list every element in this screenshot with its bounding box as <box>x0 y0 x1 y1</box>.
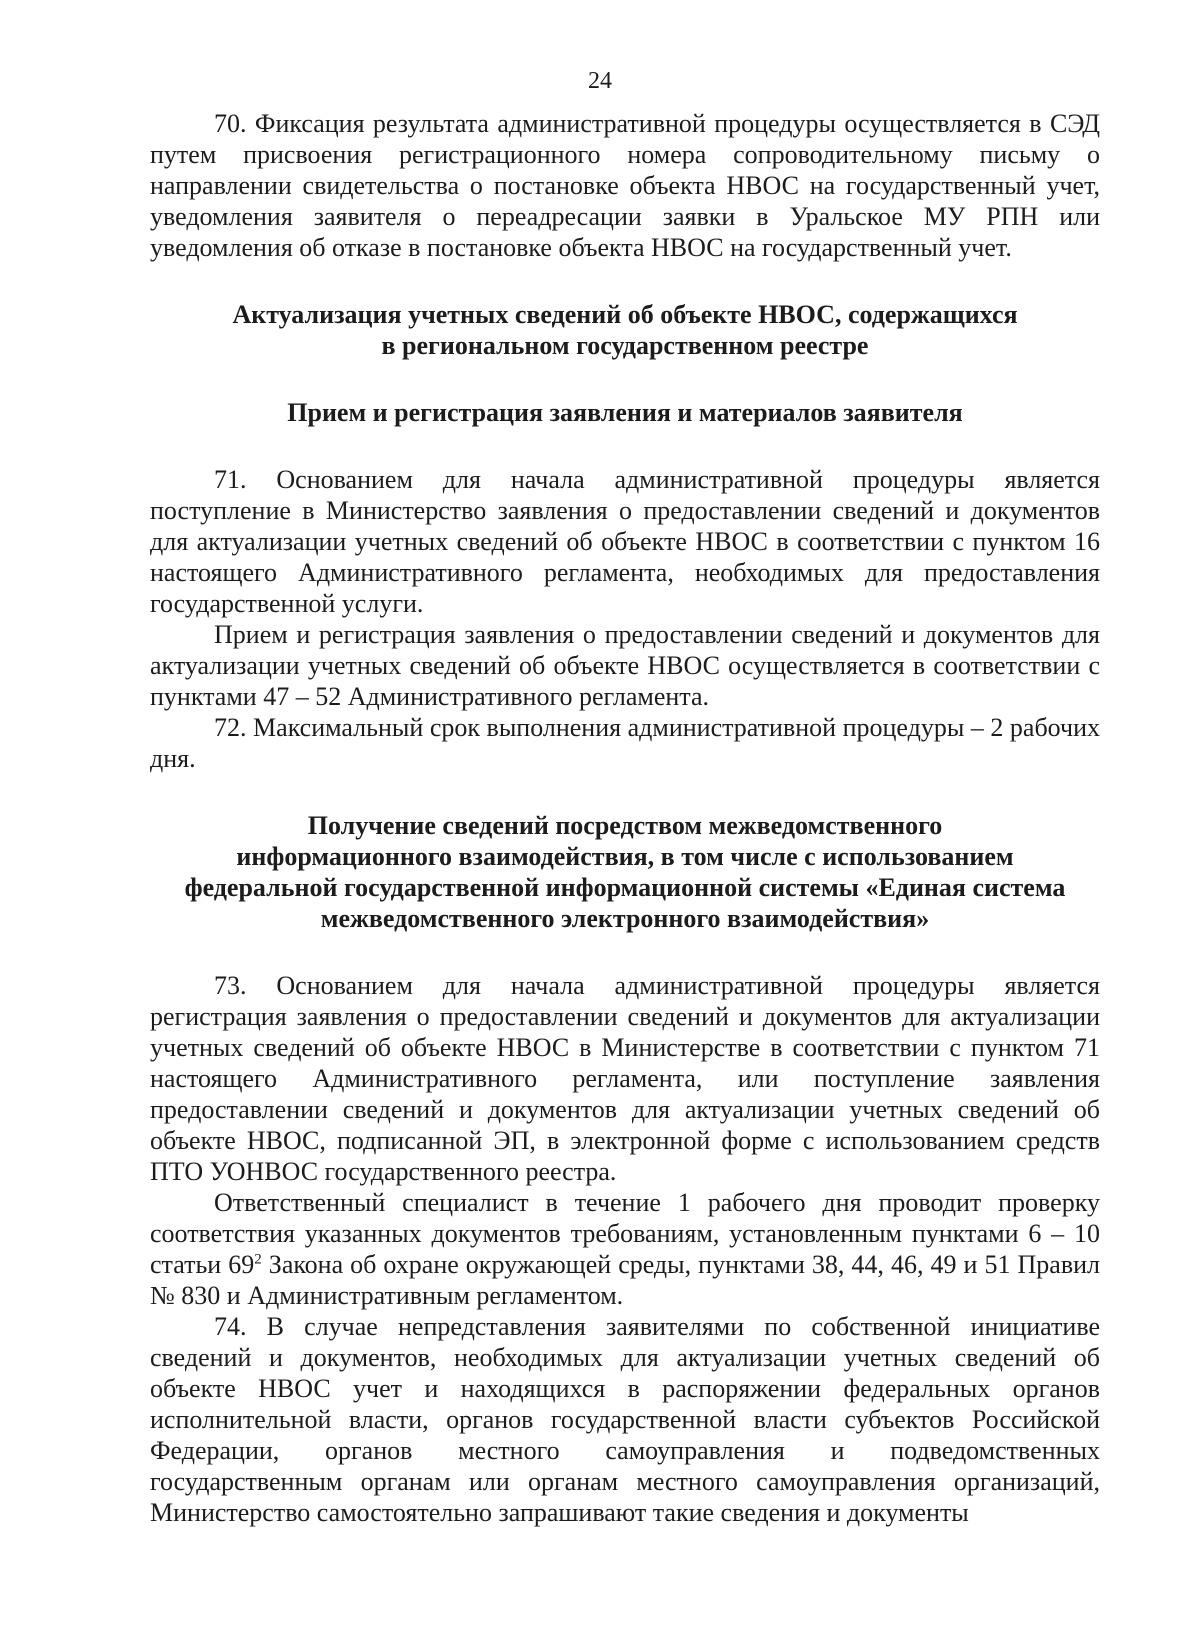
heading-line: Актуализация учетных сведений об объекте НВОС, содержащихся <box>232 300 1018 329</box>
paragraph-73-continued <box>150 1187 1100 1311</box>
paragraph-text: Ответственный специалист в течение 1 рабочего дня проводит проверку соответствия указанных документов требованиям, установленным пунктами 6 – 10 статьи 69 <box>150 1188 1100 1279</box>
paragraph-71-continued: Прием и регистрация заявления о предоставлении сведений и документов для актуализации учетных сведений об объекте НВОС осуществляется в соответствии с пунктами 47 – 52 Административного регламента. <box>150 620 1100 711</box>
paragraph-70: 70. Фиксация результата административной процедуры осуществляется в СЭД путем присвоения регистрационного номера сопроводительному письму о направлении свидетельства о постановке объекта НВОС на государственный учет, уведомления заявителя о переадресации заявки в Уральское МУ РПН или уведомления об отказе в постановке объекта НВОС на государственный учет. <box>150 109 1100 262</box>
heading-line: федеральной государственной информационной системы «Единая система <box>184 873 1066 902</box>
subsection-heading-reception: Прием и регистрация заявления и материалов заявителя <box>287 398 963 427</box>
paragraph-74: 74. В случае непредставления заявителями по собственной инициативе сведений и документов, необходимых для актуализации учетных сведений об объекте НВОС учет и находящихся в распоряжении федеральных органов исполнительной власти, органов государственной власти субъектов Российской Федерации, органов местного самоуправления и подведомственных государственным органам или органам местного самоуправления организаций, Министерство самостоятельно запрашивают такие сведения и документы <box>150 1312 1100 1527</box>
paragraph-text: Закона об охране окружающей среды, пунктами 38, 44, 46, 49 и 51 Правил № 830 и Административным регламентом. <box>150 1250 1100 1310</box>
page-number: 24 <box>588 68 612 94</box>
paragraph-72: 72. Максимальный срок выполнения административной процедуры – 2 рабочих дня. <box>150 713 1100 773</box>
subsection-heading-interagency <box>150 810 1100 934</box>
heading-line: в региональном государственном реестре <box>381 331 869 360</box>
paragraph-71: 71. Основанием для начала административной процедуры является поступление в Министерство заявления о предоставлении сведений и документов для актуализации учетных сведений об объекте НВОС в соответствии с пунктом 16 настоящего Административного регламента, необходимых для предоставления государственной услуги. <box>150 465 1100 618</box>
page-content <box>150 108 1100 1528</box>
heading-line: межведомственного электронного взаимодействия» <box>320 904 930 933</box>
superscript: 2 <box>254 1251 262 1268</box>
paragraph-73: 73. Основанием для начала административной процедуры является регистрация заявления о предоставлении сведений и документов для актуализации учетных сведений об объекте НВОС в Министерстве в соответствии с пунктом 71 настоящего Административного регламента, или поступление заявления предоставлении сведений и документов для актуализации учетных сведений об объекте НВОС, подписанной ЭП, в электронной форме с использованием средств ПТО УОНВОС государственного реестра. <box>150 971 1100 1186</box>
heading-line: Получение сведений посредством межведомственного <box>307 811 943 840</box>
heading-line: информационного взаимодействия, в том числе с использованием <box>236 842 1014 871</box>
section-heading-actualization <box>150 299 1100 361</box>
